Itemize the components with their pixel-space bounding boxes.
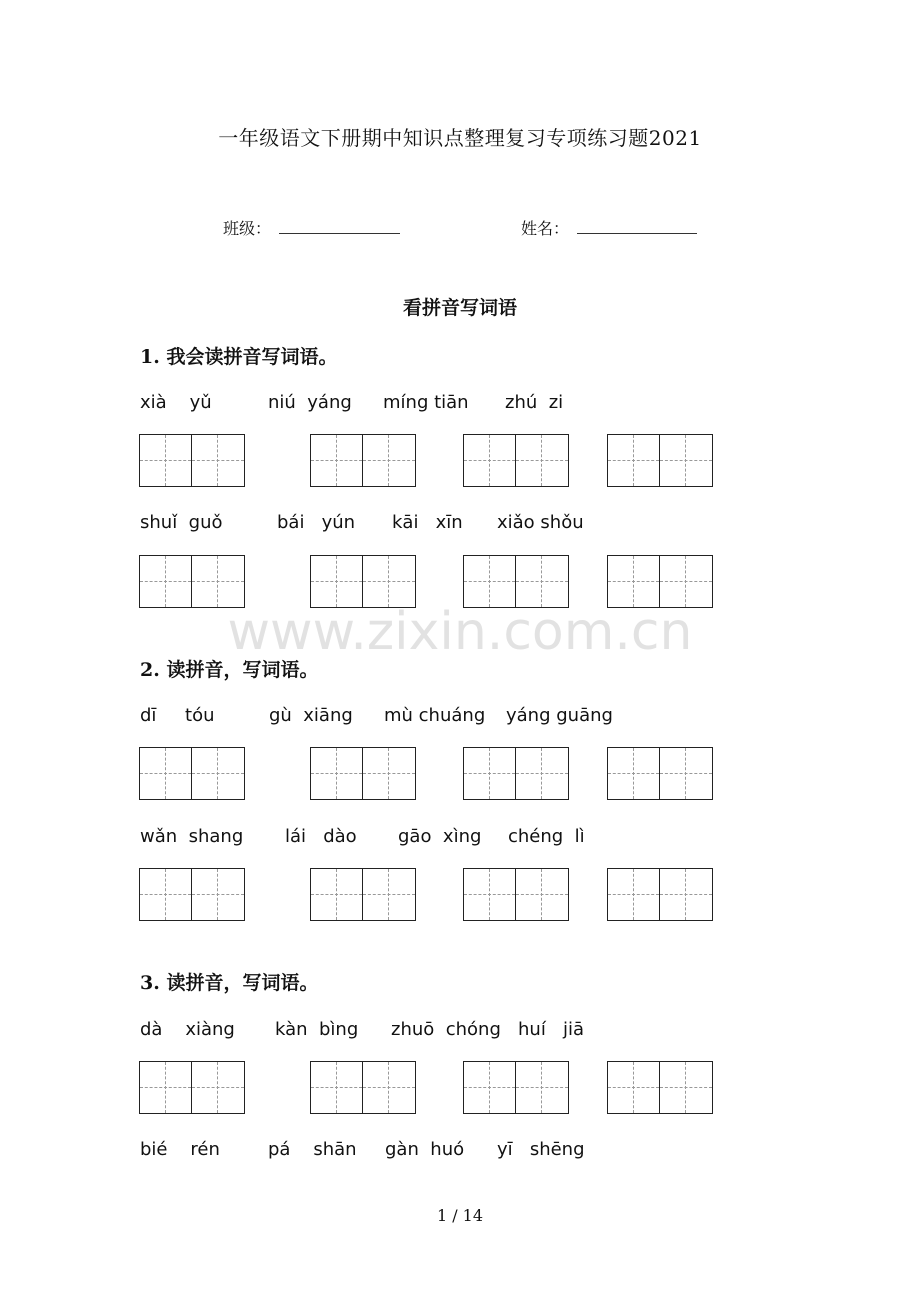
page-number: 1 / 14 [436,1206,484,1225]
pinyin-q1-r1-1: xià yǔ [140,392,212,413]
pinyin-q2-r1-2: gù xiāng [269,705,353,726]
class-blank-line [279,233,400,234]
pinyin-q1-r2-2: bái yún [277,512,356,533]
pinyin-q1-r2-3: kāi xīn [392,512,463,533]
name-label: 姓名： [521,219,570,238]
writing-grid[interactable] [310,747,416,800]
writing-grid[interactable] [139,434,245,487]
writing-grid[interactable] [463,868,569,921]
pinyin-q3-r1-2: kàn bìng [275,1019,359,1040]
watermark: www.zixin.com.cn [227,602,693,662]
question-2-title: 2. 读拼音，写词语。 [140,659,319,681]
section-title: 看拼音写词语 [402,297,517,319]
writing-grid[interactable] [139,868,245,921]
writing-grid[interactable] [607,1061,713,1114]
writing-grid[interactable] [463,555,569,608]
writing-grid[interactable] [463,1061,569,1114]
pinyin-q3-r2-3: gàn huó [385,1139,465,1160]
writing-grid[interactable] [139,747,245,800]
writing-grid[interactable] [607,747,713,800]
writing-grid[interactable] [607,434,713,487]
writing-grid[interactable] [607,555,713,608]
writing-grid[interactable] [463,747,569,800]
document-title: 一年级语文下册期中知识点整理复习专项练习题2021 [218,126,702,150]
writing-grid[interactable] [139,1061,245,1114]
writing-grid[interactable] [607,868,713,921]
pinyin-q2-r2-4: chéng lì [508,826,585,847]
pinyin-q2-r1-1: dī tóu [140,705,215,726]
pinyin-q1-r1-3: míng tiān [383,392,469,413]
question-1-title: 1. 我会读拼音写词语。 [140,346,338,368]
pinyin-q2-r2-3: gāo xìng [398,826,482,847]
pinyin-q2-r2-2: lái dào [285,826,357,847]
pinyin-q3-r1-4: huí jiā [518,1019,585,1040]
writing-grid[interactable] [310,868,416,921]
class-label: 班级： [223,219,272,238]
pinyin-q1-r1-2: niú yáng [268,392,352,413]
writing-grid[interactable] [310,434,416,487]
pinyin-q3-r2-1: bié rén [140,1139,220,1160]
pinyin-q3-r2-2: pá shān [268,1139,357,1160]
writing-grid[interactable] [139,555,245,608]
pinyin-q2-r1-4: yáng guāng [506,705,613,726]
writing-grid[interactable] [310,555,416,608]
writing-grid[interactable] [463,434,569,487]
question-3-title: 3. 读拼音，写词语。 [140,972,319,994]
pinyin-q2-r1-3: mù chuáng [384,705,486,726]
pinyin-q1-r1-4: zhú zi [505,392,564,413]
pinyin-q3-r1-3: zhuō chóng [391,1019,501,1040]
pinyin-q3-r2-4: yī shēng [497,1139,585,1160]
pinyin-q1-r2-4: xiǎo shǒu [497,512,584,533]
pinyin-q1-r2-1: shuǐ guǒ [140,512,223,533]
pinyin-q2-r2-1: wǎn shang [140,826,244,847]
pinyin-q3-r1-1: dà xiàng [140,1019,235,1040]
name-blank-line [577,233,697,234]
writing-grid[interactable] [310,1061,416,1114]
